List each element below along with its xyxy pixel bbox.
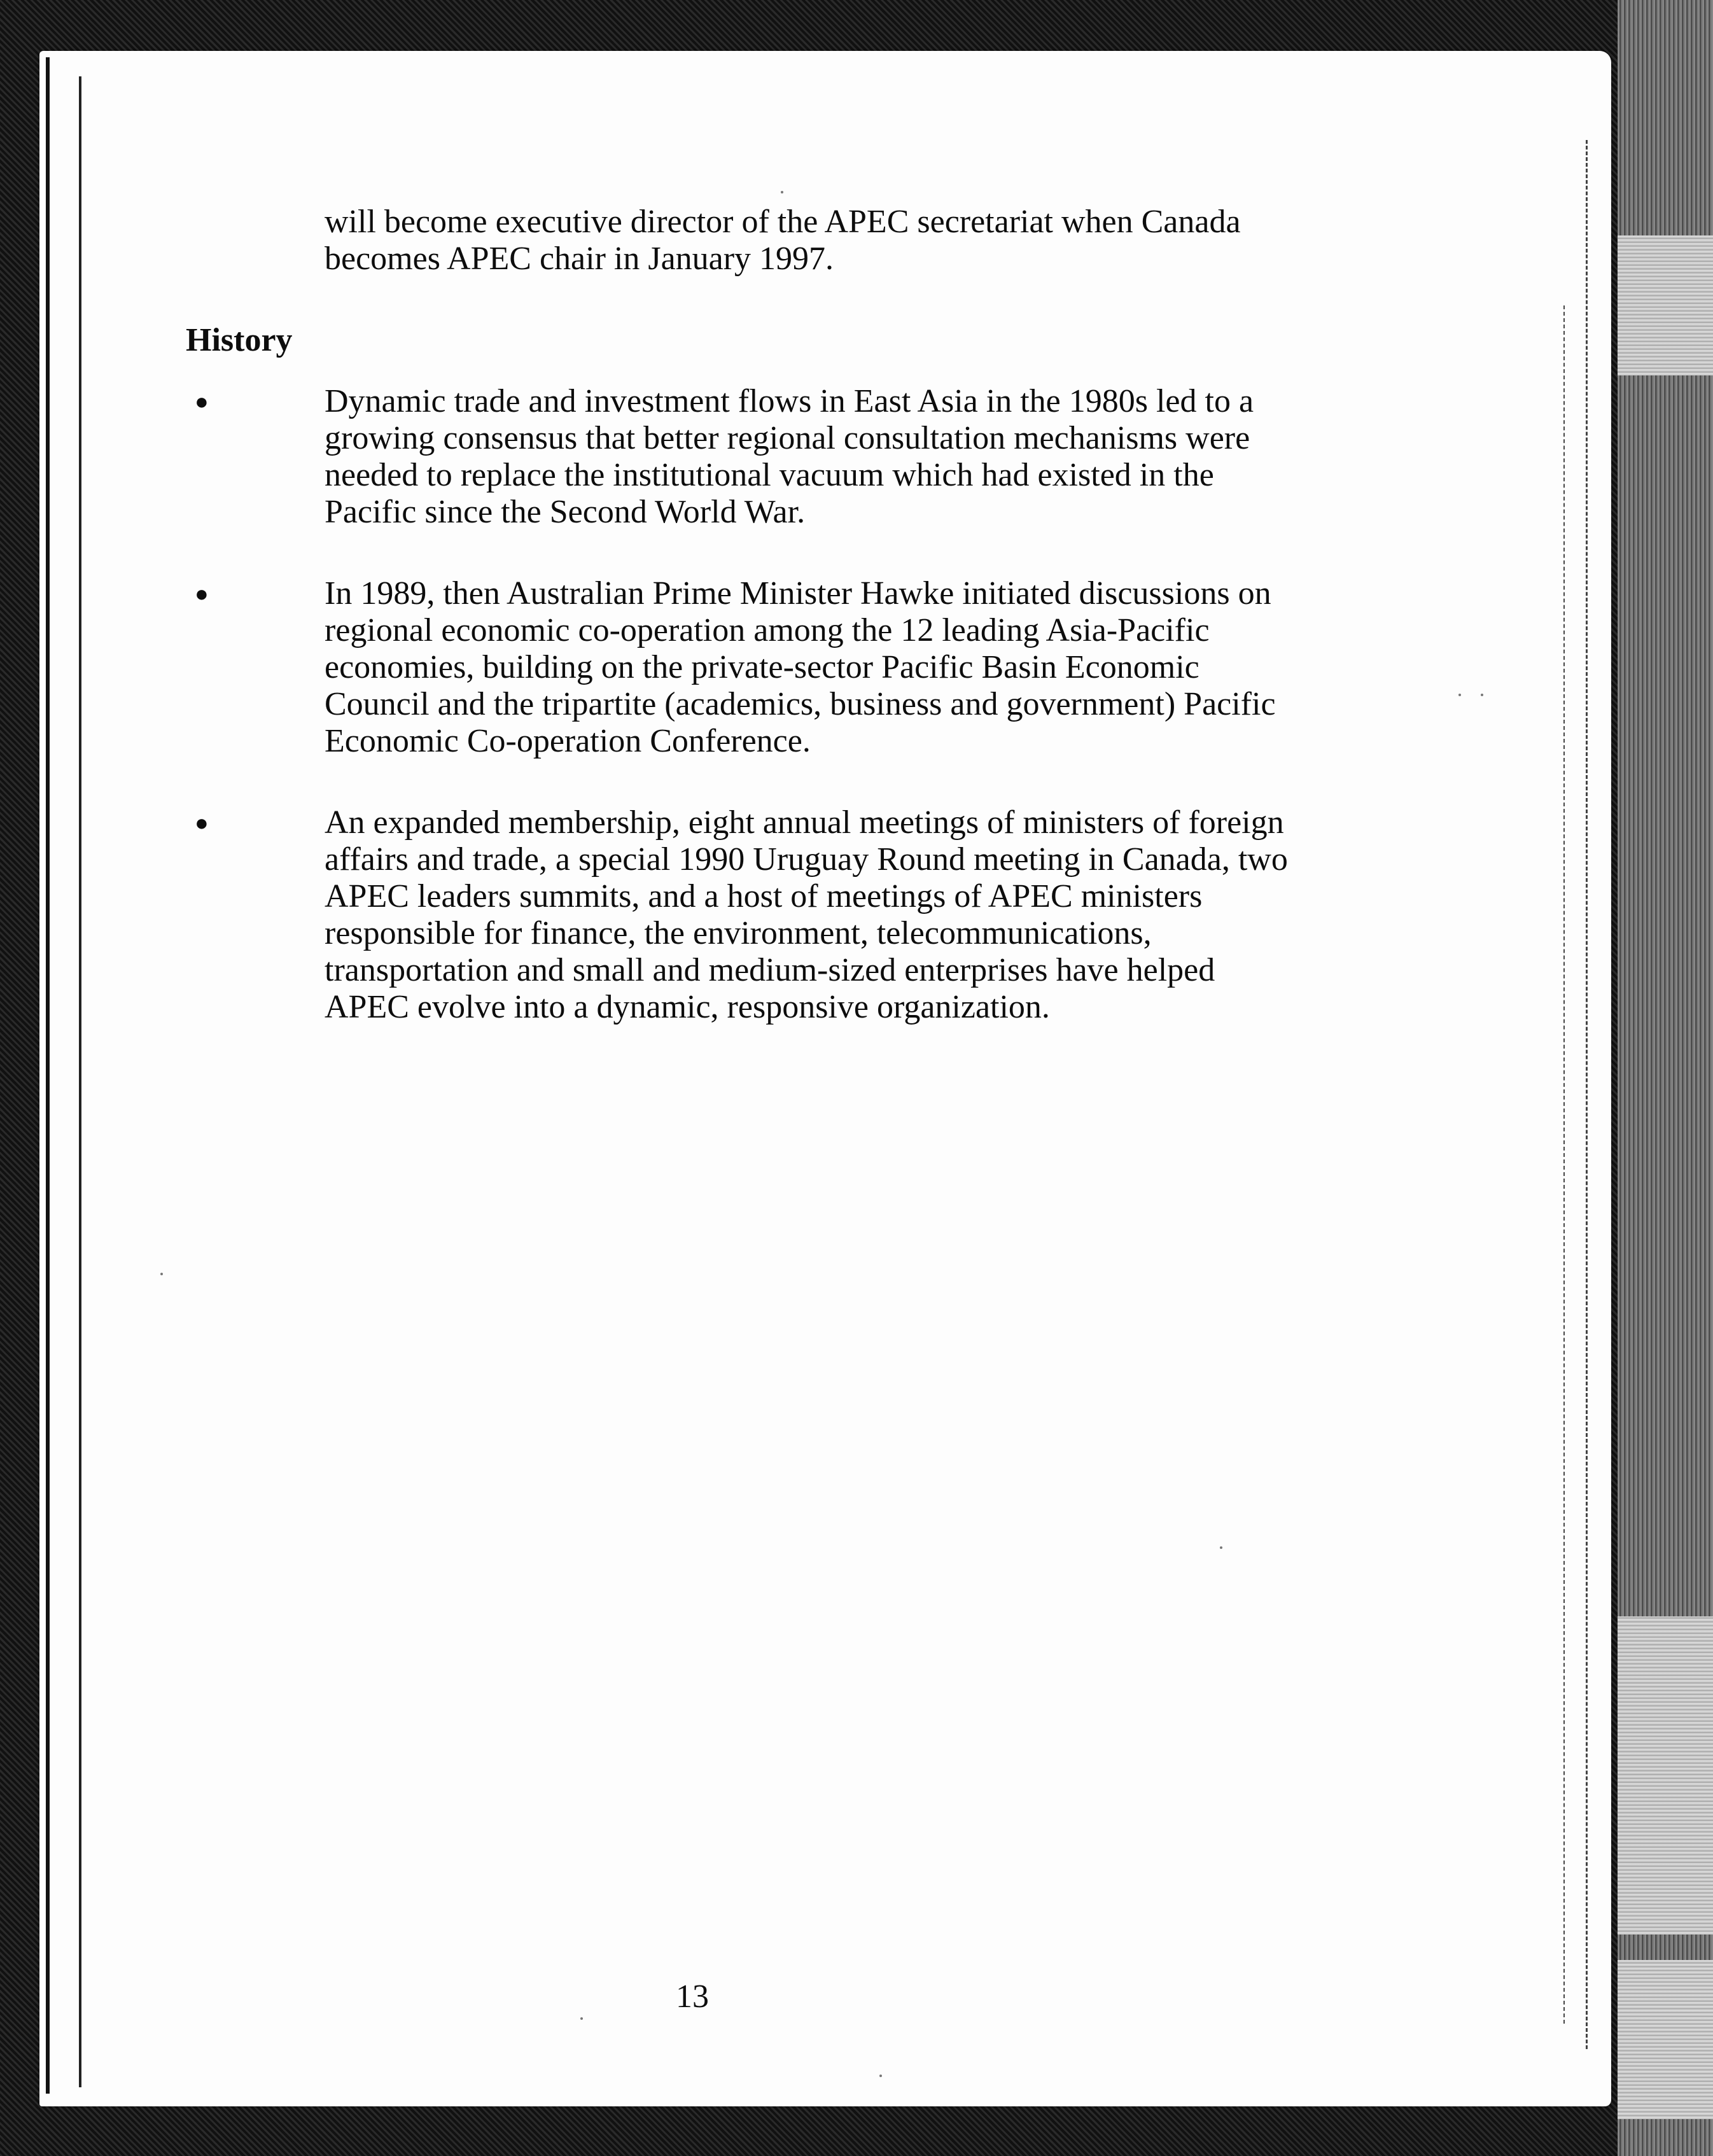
scanner-edge-band (1618, 1616, 1713, 1935)
bullet-icon: ● (195, 810, 209, 836)
list-item (186, 575, 1293, 760)
binding-edge-line-inner (79, 76, 81, 2087)
page-fold-line-inner (1563, 305, 1567, 2024)
bullet-text: In 1989, then Australian Prime Minister Hawke initiated discussions on regional economic co-operation among the 12 leading Asia-Pacific economies, building on the private-sector Pacific Basin Economic Council and the tripartite (academics, business and government) Pacific Economic Co-operation Conference. (325, 575, 1276, 759)
scanner-edge-band (1618, 235, 1713, 375)
bullet-icon: ● (195, 389, 209, 414)
scanner-edge-strip (1618, 0, 1713, 2156)
bullet-icon: ● (195, 581, 209, 606)
bullet-text: An expanded membership, eight annual meetings of ministers of foreign affairs and trade, a special 1990 Uruguay Round meeting in Canada, two APEC leaders summits, and a host of meetings of APEC ministers responsible for finance, the environment, telecommunications, transportation and small and medium-sized enterprises have helped APEC evolve into a dynamic, responsive organization. (325, 804, 1288, 1025)
list-item (186, 804, 1293, 1026)
document-page (39, 51, 1611, 2106)
page-number: 13 (676, 1978, 709, 2015)
binding-edge-line (46, 57, 50, 2094)
bullet-text: Dynamic trade and investment flows in East Asia in the 1980s led to a growing consensus that better regional consultation mechanisms were needed to replace the institutional vacuum which had existed in the Pacific since the Second World War. (325, 383, 1254, 530)
document-body (186, 204, 1293, 1070)
list-item (186, 383, 1293, 531)
intro-paragraph: will become executive director of the APEC secretariat when Canada becomes APEC chair in January 1997. (325, 204, 1241, 277)
page-fold-line (1586, 140, 1590, 2049)
scanner-edge-band (1618, 1960, 1713, 2119)
section-heading: History (186, 322, 293, 358)
